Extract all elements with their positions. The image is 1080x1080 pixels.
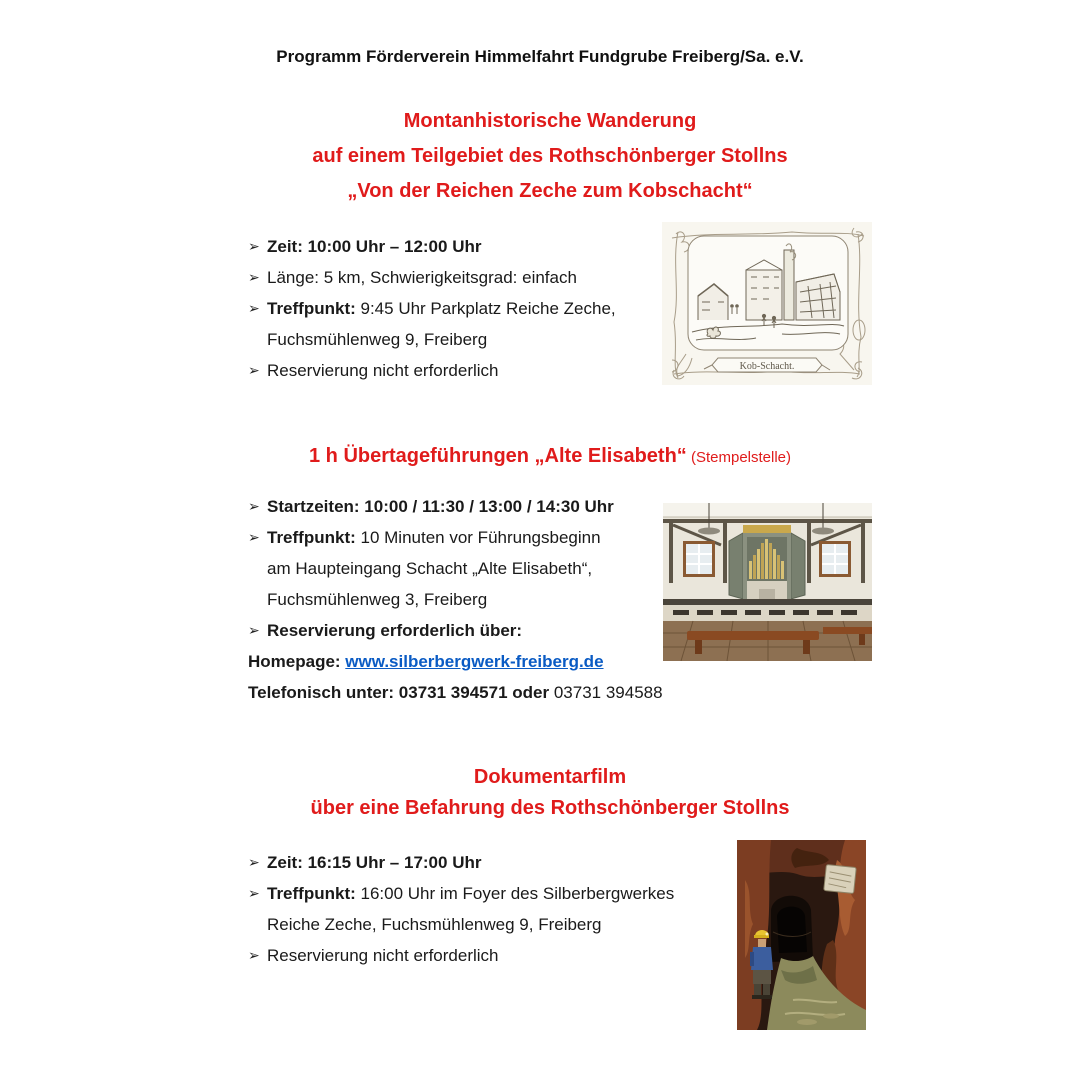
bullet-text: Reservierung nicht erforderlich [267, 361, 499, 380]
bullet-label: Zeit: 16:15 Uhr – 17:00 Uhr [267, 853, 482, 872]
bullet-continuation: Fuchsmühlenweg 3, Freiberg [267, 590, 488, 609]
list-item [248, 293, 678, 324]
arrow-bullet-icon: ➢ [248, 300, 260, 316]
bullet-text: 10 Minuten vor Führungsbeginn [355, 528, 601, 547]
page-title: Programm Förderverein Himmelfahrt Fundgrube Freiberg/Sa. e.V. [276, 47, 804, 66]
arrow-bullet-icon: ➢ [248, 498, 260, 514]
heading-main: 1 h Übertageführungen „Alte Elisabeth“ [308, 445, 687, 467]
arrow-bullet-icon: ➢ [248, 622, 260, 638]
bullet-label: Reservierung erforderlich über: [267, 621, 523, 640]
bullet-label: Treffpunkt: [267, 528, 356, 547]
arrow-bullet-icon: ➢ [248, 529, 260, 545]
engraving-banner [704, 358, 830, 372]
organ [729, 525, 805, 601]
bullet-text: 16:00 Uhr im Foyer des Silberbergwerkes [355, 884, 675, 903]
bullet-continuation: Reiche Zeche, Fuchsmühlenweg 9, Freiberg [267, 915, 602, 934]
phone-line [248, 677, 698, 708]
bullet-continuation: am Haupteingang Schacht „Alte Elisabeth“, [267, 559, 593, 578]
bullet-label: Treffpunkt: [267, 299, 356, 318]
homepage-link[interactable]: www.silberbergwerk-freiberg.de [345, 652, 604, 671]
arrow-bullet-icon: ➢ [248, 885, 260, 901]
wall-plaque [824, 865, 857, 894]
list-item [248, 522, 698, 553]
window-left [683, 541, 715, 577]
homepage-line [248, 646, 698, 677]
list-item [248, 355, 678, 386]
bullet-list-wanderung [248, 231, 678, 386]
bullet-label: Zeit: 10:00 Uhr – 12:00 Uhr [267, 237, 482, 256]
section-heading-fuehrungen [90, 443, 1010, 471]
bullet-text: 9:45 Uhr Parkplatz Reiche Zeche, [355, 299, 616, 318]
heading-line: Dokumentarfilm [473, 766, 627, 788]
list-item [248, 615, 698, 646]
heading-line: über eine Befahrung des Rothschönberger Stollns [310, 797, 790, 819]
arrow-bullet-icon: ➢ [248, 362, 260, 378]
bullet-list-dokumentarfilm [248, 847, 748, 971]
bullet-text: Länge: 5 km, Schwierigkeitsgrad: einfach [267, 268, 577, 287]
list-item [248, 491, 698, 522]
list-item [248, 231, 678, 262]
bullet-label: Startzeiten: 10:00 / 11:30 / 13:00 / 14:30 Uhr [267, 497, 614, 516]
kob-schacht-engraving [662, 222, 872, 385]
section-heading-dokumentarfilm [90, 762, 1010, 824]
arrow-bullet-icon: ➢ [248, 238, 260, 254]
arrow-bullet-icon: ➢ [248, 854, 260, 870]
list-item [248, 940, 748, 971]
bullet-list-fuehrungen [248, 491, 698, 708]
arrow-bullet-icon: ➢ [248, 947, 260, 963]
list-item [248, 262, 678, 293]
heading-line: auf einem Teilgebiet des Rothschönberger Stollns [312, 145, 788, 167]
heading-suffix: (Stempelstelle) [686, 449, 792, 466]
engraving-caption: Kob-Schacht. [739, 361, 795, 372]
window-right [819, 541, 851, 577]
phone-regular: 03731 394588 [553, 683, 663, 702]
bullet-text: Reservierung nicht erforderlich [267, 946, 499, 965]
phone-bold: Telefonisch unter: 03731 394571 oder [248, 683, 554, 702]
alte-elisabeth-interior-photo [663, 503, 872, 661]
list-item [248, 878, 748, 909]
mine-tunnel-photo [737, 840, 866, 1030]
heading-line: „Von der Reichen Zeche zum Kobschacht“ [347, 180, 753, 202]
section-heading-wanderung [90, 104, 1010, 209]
bullet-continuation: Fuchsmühlenweg 9, Freiberg [267, 330, 488, 349]
arrow-bullet-icon: ➢ [248, 269, 260, 285]
homepage-label: Homepage: [248, 652, 346, 671]
list-item [248, 847, 748, 878]
heading-line: Montanhistorische Wanderung [403, 110, 697, 132]
bullet-label: Treffpunkt: [267, 884, 356, 903]
